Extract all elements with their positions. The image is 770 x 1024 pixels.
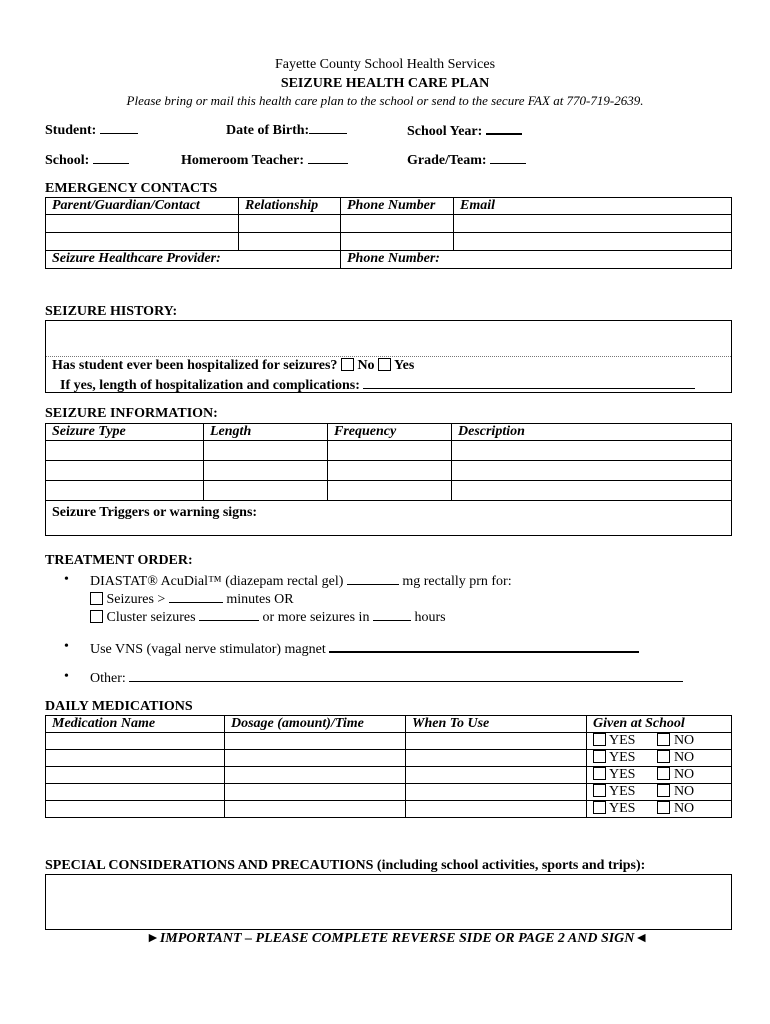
- table-row[interactable]: [46, 784, 732, 801]
- provider-phone-cell[interactable]: Phone Number:: [341, 251, 732, 269]
- seizure-info-table: [45, 423, 732, 536]
- student-label: Student:: [45, 123, 97, 138]
- yes-checkbox[interactable]: [593, 750, 606, 763]
- school-label: School:: [45, 153, 90, 168]
- table-row: [46, 716, 732, 733]
- col-header: Parent/Guardian/Contact: [46, 198, 239, 215]
- col-header: Relationship: [239, 198, 341, 215]
- table-row[interactable]: [46, 251, 732, 269]
- table-row[interactable]: [46, 750, 732, 767]
- table-row[interactable]: [46, 461, 732, 481]
- table-row[interactable]: [46, 481, 732, 501]
- seizures-minutes-line[interactable]: [169, 590, 223, 603]
- table-row[interactable]: [46, 501, 732, 536]
- grade-input-line[interactable]: [490, 151, 526, 164]
- table-row[interactable]: [46, 767, 732, 784]
- org-name: Fayette County School Health Services: [274, 57, 496, 72]
- cluster-checkbox[interactable]: [90, 610, 103, 623]
- cluster-hours-line[interactable]: [373, 608, 411, 621]
- yes-checkbox[interactable]: [378, 358, 391, 371]
- col-header: Frequency: [328, 424, 452, 441]
- col-header: Given at School: [587, 716, 732, 733]
- table-row: [46, 424, 732, 441]
- col-header: Medication Name: [46, 716, 225, 733]
- no-checkbox[interactable]: [657, 750, 670, 763]
- yes-checkbox[interactable]: [593, 767, 606, 780]
- yes-checkbox[interactable]: [593, 801, 606, 814]
- info-heading: SEIZURE INFORMATION:: [45, 406, 218, 421]
- treatment-heading: TREATMENT ORDER:: [45, 553, 193, 568]
- no-checkbox[interactable]: [657, 767, 670, 780]
- table-row[interactable]: [46, 733, 732, 750]
- other-input-line[interactable]: [129, 669, 683, 682]
- col-header: Dosage (amount)/Time: [225, 716, 406, 733]
- vns-line[interactable]: Use VNS (vagal nerve stimulator) magnet: [90, 639, 639, 658]
- table-row[interactable]: [46, 233, 732, 251]
- important-notice: ►IMPORTANT – PLEASE COMPLETE REVERSE SIDE OR PAGE 2 AND SIGN◄: [146, 931, 649, 946]
- dob-field[interactable]: [226, 121, 347, 139]
- triggers-cell[interactable]: Seizure Triggers or warning signs:: [46, 501, 732, 536]
- hospitalization-followup[interactable]: If yes, length of hospitalization and complications:: [60, 376, 695, 394]
- no-checkbox[interactable]: [657, 801, 670, 814]
- emergency-heading: EMERGENCY CONTACTS: [45, 181, 218, 196]
- school-field[interactable]: [45, 151, 129, 169]
- form-title: SEIZURE HEALTH CARE PLAN: [280, 76, 490, 91]
- yes-label: Yes: [394, 358, 415, 373]
- yes-checkbox[interactable]: [593, 784, 606, 797]
- fax-note: Please bring or mail this health care plan to the school or send to the secure FAX at 770-719-2639.: [126, 93, 644, 108]
- table-row: [46, 198, 732, 215]
- medications-table: [45, 715, 732, 818]
- meds-heading: DAILY MEDICATIONS: [45, 699, 193, 714]
- col-header: Email: [454, 198, 732, 215]
- bullet-icon: •: [64, 572, 69, 587]
- table-row[interactable]: [46, 441, 732, 461]
- dob-label: Date of Birth:: [226, 123, 310, 138]
- seizures-option[interactable]: Seizures > minutes OR: [90, 590, 294, 608]
- col-header: Description: [452, 424, 732, 441]
- bullet-icon: •: [64, 669, 69, 684]
- dob-input-line[interactable]: [309, 121, 347, 134]
- no-checkbox[interactable]: [657, 733, 670, 746]
- hospitalized-question: Has student ever been hospitalized for seizures? No Yes: [52, 358, 415, 373]
- cluster-count-line[interactable]: [199, 608, 259, 621]
- col-header: Seizure Type: [46, 424, 204, 441]
- special-heading: SPECIAL CONSIDERATIONS AND PRECAUTIONS (including school activities, sports and trips):: [45, 858, 646, 873]
- col-header: When To Use: [406, 716, 587, 733]
- vns-input-line[interactable]: [329, 639, 639, 653]
- school-year-label: School Year:: [407, 124, 483, 139]
- given-at-school-cell[interactable]: YES NO: [587, 801, 732, 818]
- no-checkbox[interactable]: [657, 784, 670, 797]
- diastat-dose-line[interactable]: [347, 572, 399, 585]
- school-input-line[interactable]: [93, 151, 129, 164]
- yes-checkbox[interactable]: [593, 733, 606, 746]
- school-year-input-line[interactable]: [486, 121, 522, 135]
- no-checkbox[interactable]: [341, 358, 354, 371]
- homeroom-input-line[interactable]: [308, 151, 348, 164]
- history-heading: SEIZURE HISTORY:: [45, 304, 178, 319]
- homeroom-field[interactable]: [181, 151, 348, 169]
- provider-cell[interactable]: Seizure Healthcare Provider:: [46, 251, 341, 269]
- school-year-field[interactable]: [407, 121, 522, 140]
- hospitalization-input-line[interactable]: [363, 376, 695, 389]
- cluster-option[interactable]: Cluster seizures or more seizures in hours: [90, 608, 446, 626]
- no-label: No: [357, 358, 375, 373]
- special-considerations-box[interactable]: [45, 874, 732, 930]
- given-at-school-cell[interactable]: YES NO: [587, 750, 732, 767]
- given-at-school-cell[interactable]: YES NO: [587, 767, 732, 784]
- given-at-school-cell[interactable]: YES NO: [587, 784, 732, 801]
- col-header: Phone Number: [341, 198, 454, 215]
- table-row[interactable]: [46, 801, 732, 818]
- table-row[interactable]: [46, 215, 732, 233]
- student-field[interactable]: [45, 121, 138, 139]
- col-header: Length: [204, 424, 328, 441]
- grade-label: Grade/Team:: [407, 153, 487, 168]
- homeroom-label: Homeroom Teacher:: [181, 153, 304, 168]
- student-input-line[interactable]: [100, 121, 138, 134]
- given-at-school-cell[interactable]: YES NO: [587, 733, 732, 750]
- emergency-table: [45, 197, 732, 269]
- grade-field[interactable]: [407, 151, 526, 169]
- seizures-checkbox[interactable]: [90, 592, 103, 605]
- bullet-icon: •: [64, 639, 69, 654]
- diastat-line[interactable]: DIASTAT® AcuDial™ (diazepam rectal gel) mg rectally prn for:: [90, 574, 512, 589]
- other-line[interactable]: Other:: [90, 669, 683, 687]
